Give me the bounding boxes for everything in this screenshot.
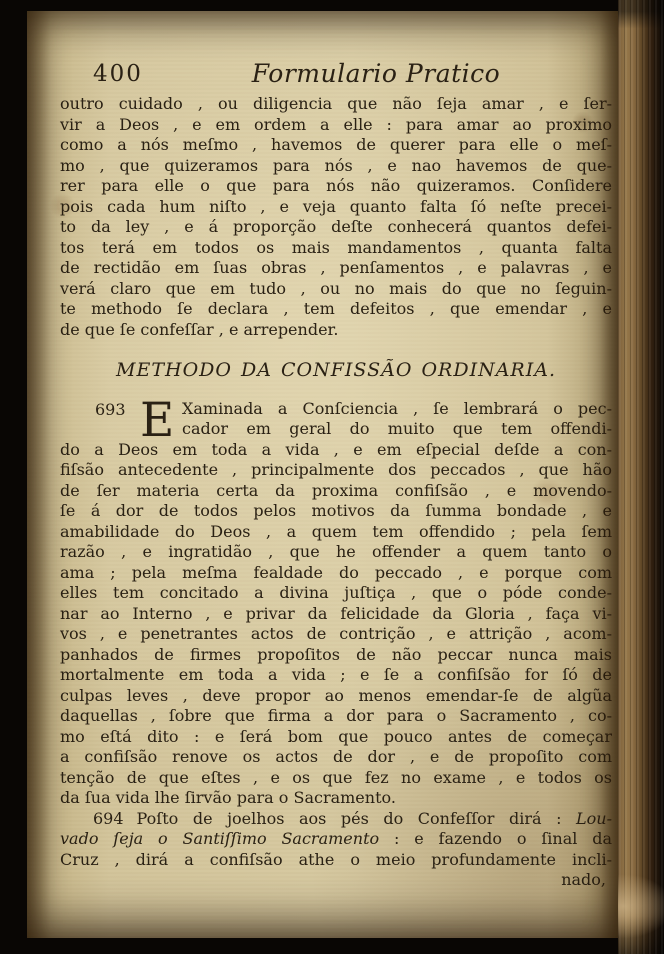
text-segment: da ſua vida lhe ſirvão para o Sacramento. [60,788,396,807]
book-page [27,11,618,938]
text-line [60,706,612,727]
text-segment: tenção de que eſtes , e os que fez no exame , e todos os [60,767,612,787]
text-segment: Poſto de joelhos aos pés do Confeſſor dirá : [136,808,577,828]
text-segment: Xaminada a Conſciencia , ſe lembrará o pec- [182,398,612,418]
book-fore-edge [618,0,664,954]
page-number: 400 [93,61,143,87]
text-segment: outro cuidado , ou diligencia que não ſeja amar , e ſer- [60,94,612,113]
drop-cap: E [140,392,175,448]
text-line [60,809,612,830]
text-line [60,135,612,156]
text-line [60,320,612,341]
text-line [60,197,612,218]
text-line [182,419,612,440]
text-segment: amabilidade do Deos , a quem tem offendido ; pela ſem [60,521,612,541]
text-segment: verá claro que em tudo , ou no mais do que no ſeguin- [60,278,612,298]
section-heading: METHODO DA CONFISSÃO ORDINARIA. [116,359,556,381]
running-title: Formulario Pratico [251,59,501,88]
text-line [60,299,612,320]
text-segment: cador em geral do muito que tem offendi- [182,419,612,438]
text-segment: vos , e penetrantes actos de contrição , e attrição , acom- [60,624,612,643]
paragraph-intro [60,94,612,340]
text-line [60,176,612,197]
text-line [60,747,612,768]
page-header [60,59,612,91]
text-line [60,115,612,136]
text-line [60,238,612,259]
text-line [60,665,612,686]
text-segment: mo eſtá dito : e ſerá bom que pouco antes de começar [60,726,612,746]
text-line [60,522,612,543]
text-segment: a confiſsão renove os actos de dor , e de propoſito com [60,747,612,766]
text-segment: Cruz , dirá a confiſsão athe o meio profundamente incli- [60,849,612,869]
text-segment: pois cada hum niſto , e veja quanto falta ſó neſte precei- [60,196,612,216]
paragraph-number: 694 [93,808,124,828]
text-segment: culpas leves , deve propor ao menos emendar-ſe de algũa [60,685,612,705]
text-line [60,604,612,625]
text-segment: ſe á dor de todos pelos motivos da ſumma bondade , e [60,501,612,520]
text-line [60,481,612,502]
text-line [60,542,612,563]
text-segment: do a Deos em toda a vida , e em eſpecial deſde a con- [60,439,612,459]
text-line [60,768,612,789]
text-line [60,217,612,238]
text-segment: nar ao Interno , e privar da felicidade da Gloria , faça vi- [60,603,612,623]
text-segment: vado ſeja o Santiſſimo Sacramento [60,829,380,848]
text-line [60,829,612,850]
text-line [60,563,612,584]
text-block [60,94,612,891]
text-segment: tos terá em todos os mais mandamentos , quanta falta [60,237,612,257]
text-line [60,788,612,809]
text-line [60,645,612,666]
text-segment: de ſer materia certa da proxima confiſsão , e movendo- [60,480,612,500]
text-segment: elles tem concitado a divina juſtiça , que o póde conde- [60,583,612,602]
paragraph-number: 693 [95,399,126,419]
text-line [60,460,612,481]
text-segment: fiſsão antecedente , principalmente dos peccados , que hão [60,460,612,479]
text-segment: vir a Deos , e em ordem a elle : para amar ao proximo [60,114,612,134]
paragraph-694 [60,809,612,871]
text-line [60,94,612,115]
text-segment: panhados de firmes propoſitos de não peccar nunca mais [60,644,612,664]
text-line [60,727,612,748]
text-segment: de que ſe confeſſar , e arrepender. [60,319,339,339]
text-line [60,279,612,300]
text-line [182,399,612,420]
text-segment: te methodo ſe declara , tem defeitos , que emendar , e [60,299,612,318]
text-line [60,850,612,871]
text-segment: to da ley , e á proporção deſte conhecerá quantos defei- [60,217,612,236]
text-segment: razão , e ingratidão , que he offender a quem tanto o [60,542,612,561]
text-line [60,686,612,707]
text-line [60,624,612,645]
text-line [60,501,612,522]
text-segment: : e fazendo o ſinal da [379,829,612,848]
text-line [60,258,612,279]
text-segment: ama ; pela meſma fealdade do peccado , e porque com [60,562,612,582]
text-segment: como a nós meſmo , havemos de querer para elle o meſ- [60,135,612,154]
text-segment: Lou- [576,808,612,828]
text-line [60,583,612,604]
paragraph-693 [60,392,612,809]
text-segment: mo , que quizeramos para nós , e nao havemos de que- [60,155,612,175]
text-line [60,156,612,177]
text-segment: daquellas , ſobre que firma a dor para o Sacramento , co- [60,706,612,725]
text-segment: de rectidão em ſuas obras , penſamentos , e palavras , e [60,258,612,277]
catchword: nado, [561,870,606,889]
text-segment: rer para elle o que para nós não quizeramos. Conſidere [60,176,612,195]
text-segment: mortalmente em toda a vida ; e ſe a confiſsão for ſó de [60,665,612,684]
